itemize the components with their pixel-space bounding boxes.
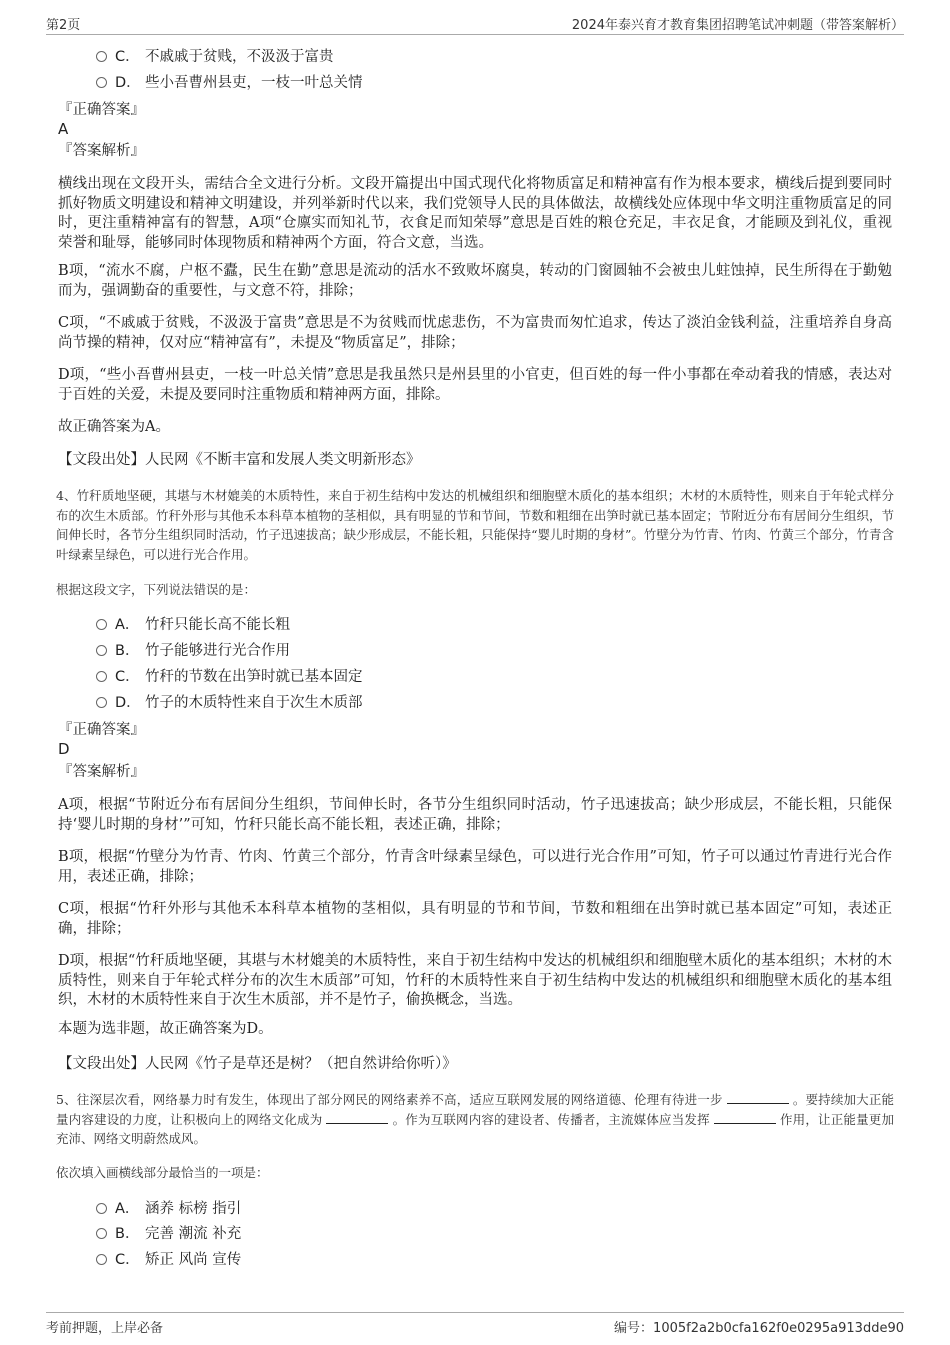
fill-blank[interactable] bbox=[326, 1111, 388, 1124]
q3-answer: A bbox=[58, 120, 69, 138]
q4-option-b[interactable]: B． 竹子能够进行光合作用 bbox=[96, 640, 290, 662]
q4-analysis-para: C项，根据“竹秆外形与其他禾本科草本植物的茎相似，具有明显的节和节间，节数和粗细在出笋时就已基本固定”可知，表述正确，排除； bbox=[58, 901, 892, 937]
q5-stem: 5、往深层次看，网络暴力时有发生，体现出了部分网民的网络素养不高，适应互联网发展的网络道德、伦理有待进一步 。要持续加大正能量内容建设的力度，让积极向上的网络文化成为 。作为互联网内容的建设者、传播者，主流媒体应当发挥 作用，让正能量更加充沛、网络文明蔚然成风。 bbox=[56, 1092, 894, 1146]
q3-source: 【文段出处】人民网《不断丰富和发展人类文明新形态》 bbox=[58, 452, 421, 468]
q3-conclusion: 故正确答案为A。 bbox=[58, 419, 170, 435]
footer-slogan: 考前押题，上岸必备 bbox=[46, 1321, 164, 1336]
q4-stem: 4、竹秆质地坚硬，其堪与木材媲美的木质特性，来自于初生结构中发达的机械组织和细胞壁木质化的基本组织；木材的木质特性，则来自于年轮式样分布的次生木质部。竹秆外形与其他禾本科草本植物的茎相似，具有明显的节和节间，节数和粗细在出笋时就已基本固定；节附近分布有居间分生组织，节间伸长时，各节分生组织同时活动，竹子迅速拔高；缺少形成层，不能长粗，只能保持“婴儿时期的身材”。竹壁分为竹青、竹肉、竹黄三个部分，竹青含叶绿素呈绿色，可以进行光合作用。 bbox=[56, 488, 894, 562]
q3-option-d[interactable]: D． 些小吾曹州县吏，一枝一叶总关情 bbox=[96, 72, 363, 94]
page-footer bbox=[46, 1312, 904, 1339]
radio-icon[interactable] bbox=[96, 697, 107, 708]
q5-prompt: 依次填入画横线部分最恰当的一项是： bbox=[56, 1165, 269, 1180]
radio-icon[interactable] bbox=[96, 1228, 107, 1239]
q3-analysis-label: 『答案解析』 bbox=[58, 143, 145, 159]
q4-option-a[interactable]: A． 竹秆只能长高不能长粗 bbox=[96, 614, 290, 636]
q4-conclusion: 本题为选非题，故正确答案为D。 bbox=[58, 1021, 273, 1037]
radio-icon[interactable] bbox=[96, 645, 107, 656]
document-code: 编号：1005f2a2b0cfa162f0e0295a913dde90 bbox=[614, 1321, 904, 1336]
q4-option-d[interactable]: D． 竹子的木质特性来自于次生木质部 bbox=[96, 692, 363, 714]
q4-source: 【文段出处】人民网《竹子是草还是树？（把自然讲给你听）》 bbox=[58, 1056, 457, 1072]
radio-icon[interactable] bbox=[96, 77, 107, 88]
radio-icon[interactable] bbox=[96, 1203, 107, 1214]
fill-blank[interactable] bbox=[714, 1111, 776, 1124]
radio-icon[interactable] bbox=[96, 51, 107, 62]
page-header bbox=[46, 12, 904, 35]
radio-icon[interactable] bbox=[96, 671, 107, 682]
q3-analysis-para: C项，“不戚戚于贫贱，不汲汲于富贵”意思是不为贫贱而忧虑悲伤，不为富贵而匆忙追求，传达了淡泊金钱利益，注重培养自身高尚节操的精神，仅对应“精神富有”，未提及“物质富足”，排除； bbox=[58, 315, 892, 351]
page-number: 第2页 bbox=[46, 18, 81, 33]
q4-option-c[interactable]: C． 竹秆的节数在出笋时就已基本固定 bbox=[96, 666, 363, 688]
fill-blank[interactable] bbox=[727, 1091, 789, 1104]
document-title: 2024年泰兴育才教育集团招聘笔试冲刺题（带答案解析） bbox=[571, 18, 904, 33]
q4-analysis-label: 『答案解析』 bbox=[58, 764, 145, 780]
q4-answer: D bbox=[58, 740, 70, 758]
q3-analysis-para: B项，“流水不腐，户枢不蠹，民生在勤”意思是流动的活水不致败坏腐臭，转动的门窗圆轴不会被虫儿蛀蚀掉，民生所得在于勤勉而为，强调勤奋的重要性，与文意不符，排除； bbox=[58, 263, 892, 299]
q4-analysis-para: A项，根据“节附近分布有居间分生组织，节间伸长时，各节分生组织同时活动，竹子迅速拔高；缺少形成层，不能长粗，只能保持‘婴儿时期的身材’”可知，竹秆只能长高不能长粗，表述正确，排除； bbox=[58, 797, 892, 833]
q3-analysis-para: 横线出现在文段开头，需结合全文进行分析。文段开篇提出中国式现代化将物质富足和精神富有作为根本要求，横线后提到要同时抓好物质文明建设和精神文明建设，并列举新时代以来，我们党领导人民的具体做法，故横线处应体现中华文明注重物质富足的同时，更注重精神富有的智慧，A项“仓廪实而知礼节，衣食足而知荣辱”意思是百姓的粮仓充足，丰衣足食，才能顾及到礼仪，重视荣誉和耻辱，能够同时体现物质和精神两个方面，符合文意，当选。 bbox=[58, 176, 892, 251]
q4-analysis-para: B项，根据“竹壁分为竹青、竹肉、竹黄三个部分，竹青含叶绿素呈绿色，可以进行光合作用”可知，竹子可以通过竹青进行光合作用，表述正确，排除； bbox=[58, 849, 892, 885]
q4-prompt: 根据这段文字，下列说法错误的是： bbox=[56, 582, 257, 597]
q3-option-c[interactable]: C． 不戚戚于贫贱，不汲汲于富贵 bbox=[96, 46, 334, 68]
q5-option-b[interactable]: B． 完善 潮流 补充 bbox=[96, 1223, 241, 1245]
radio-icon[interactable] bbox=[96, 619, 107, 630]
q5-option-a[interactable]: A． 涵养 标榜 指引 bbox=[96, 1198, 241, 1220]
radio-icon[interactable] bbox=[96, 1254, 107, 1265]
q3-answer-label: 『正确答案』 bbox=[58, 102, 145, 118]
q4-analysis-para: D项，根据“竹秆质地坚硬，其堪与木材媲美的木质特性，来自于初生结构中发达的机械组织和细胞壁木质化的基本组织；木材的木质特性，则来自于年轮式样分布的次生木质部”可知，竹秆的木质特性来自于初生结构中发达的机械组织和细胞壁木质化的基本组织，木材的木质特性来自于次生木质部，并不是竹子，偷换概念，当选。 bbox=[58, 953, 892, 1008]
q4-answer-label: 『正确答案』 bbox=[58, 722, 145, 738]
q3-analysis-para: D项，“些小吾曹州县吏，一枝一叶总关情”意思是我虽然只是州县里的小官吏，但百姓的每一件小事都在牵动着我的情感，表达对于百姓的关爱，未提及要同时注重物质和精神两方面，排除。 bbox=[58, 367, 892, 403]
q5-option-c[interactable]: C． 矫正 风尚 宣传 bbox=[96, 1249, 241, 1271]
